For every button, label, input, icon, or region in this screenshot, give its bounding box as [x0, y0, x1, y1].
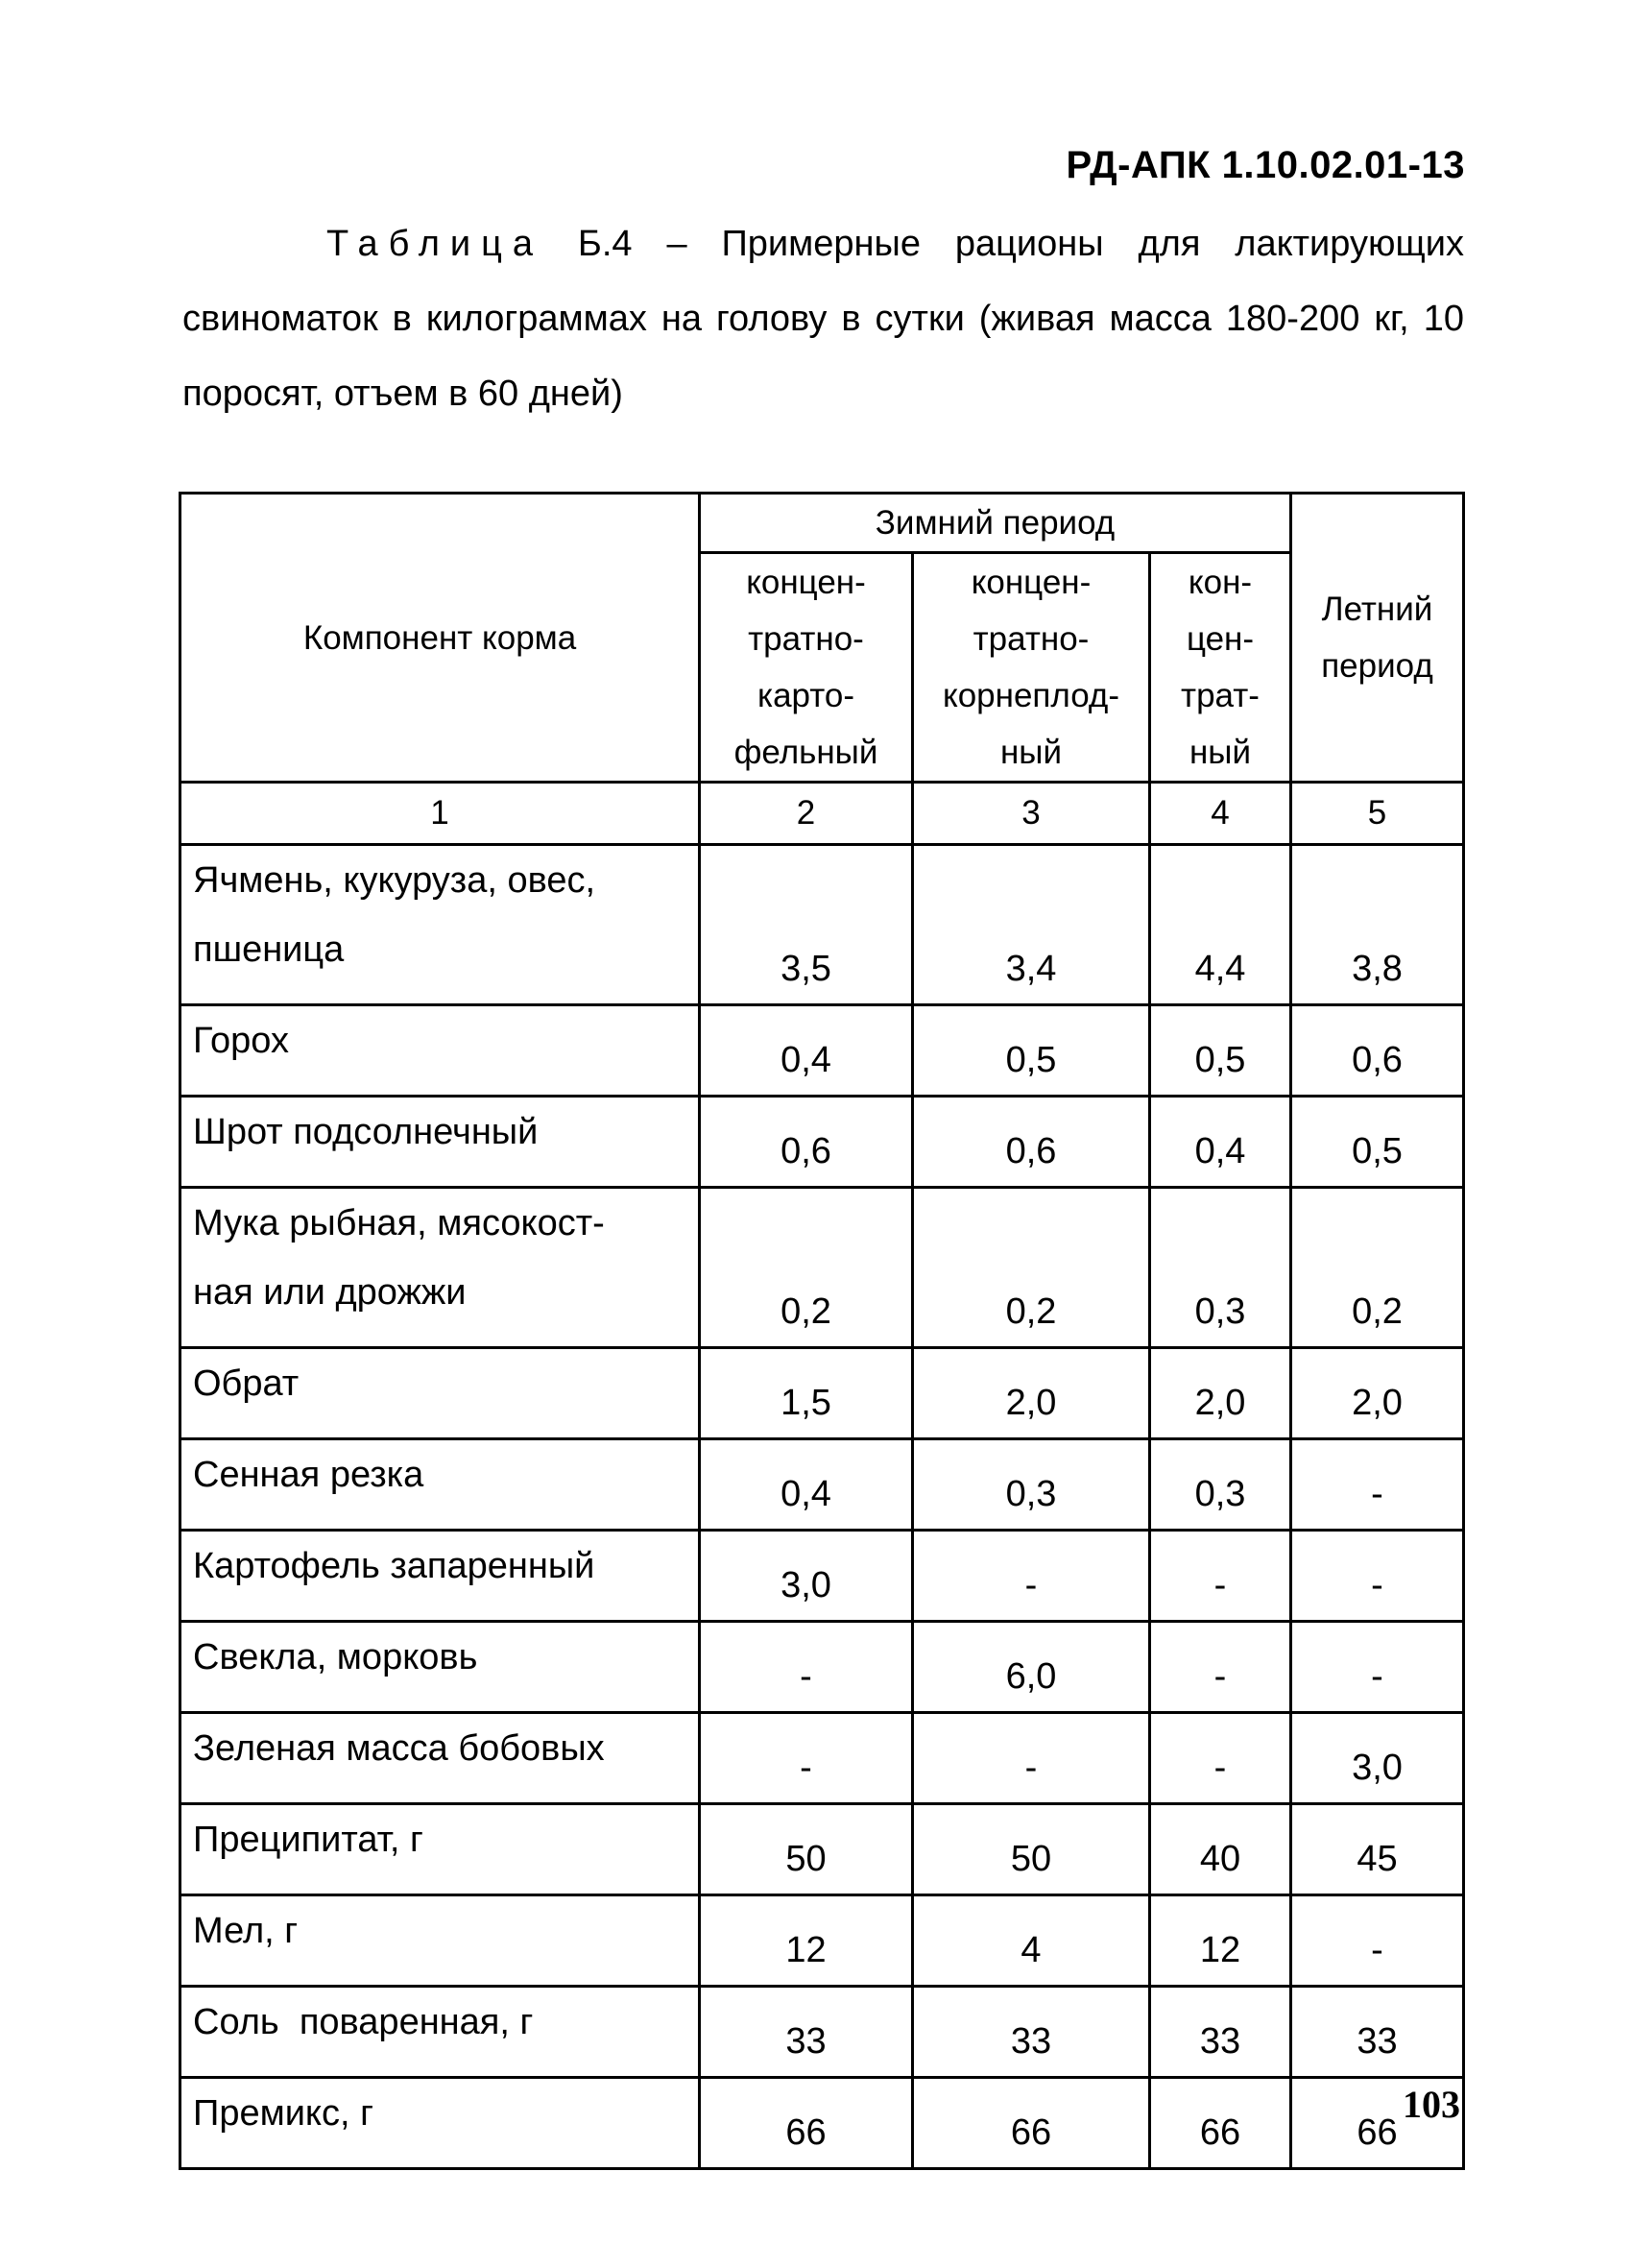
header-summer — [1291, 494, 1464, 783]
column-number: 4 — [1150, 783, 1291, 845]
cell-value: 1,5 — [700, 1348, 913, 1439]
cell-value: - — [1291, 1622, 1464, 1713]
header-col3-line: ный — [999, 734, 1063, 771]
cell-value: 3,0 — [700, 1531, 913, 1622]
column-number: 5 — [1291, 783, 1464, 845]
cell-value: 2,0 — [1291, 1348, 1464, 1439]
header-col2 — [700, 553, 913, 783]
cell-value: 2,0 — [913, 1348, 1150, 1439]
row-component: Горох — [180, 1005, 700, 1097]
header-col3-line: концен- — [971, 564, 1092, 601]
row-component — [180, 845, 700, 1005]
cell-value: 12 — [700, 1895, 913, 1987]
header-col4 — [1150, 553, 1291, 783]
cell-value: 0,2 — [913, 1188, 1150, 1348]
row-component-line: Мука рыбная, мясокост- — [193, 1203, 605, 1243]
header-col4-line: цен- — [1186, 620, 1255, 658]
table-header — [180, 494, 1464, 783]
caption-label: Таблица — [326, 224, 543, 264]
table-row — [180, 1005, 1464, 1097]
row-component-line: пшеница — [193, 929, 345, 970]
cell-value: 66 — [913, 2078, 1150, 2169]
cell-value: 33 — [913, 1987, 1150, 2078]
table-body — [180, 783, 1464, 2169]
cell-value: - — [1291, 1895, 1464, 1987]
cell-value: 4 — [913, 1895, 1150, 1987]
document-code: РД-АПК 1.10.02.01-13 — [1066, 144, 1465, 186]
row-component: Обрат — [180, 1348, 700, 1439]
header-col2-line: карто- — [756, 677, 854, 714]
row-component: Зеленая масса бобовых — [180, 1713, 700, 1804]
cell-value: - — [1291, 1439, 1464, 1531]
header-col3 — [913, 553, 1150, 783]
table-row — [180, 1895, 1464, 1987]
cell-value: 2,0 — [1150, 1348, 1291, 1439]
cell-value: - — [700, 1713, 913, 1804]
cell-value: 66 — [1291, 2078, 1464, 2169]
cell-value: 50 — [913, 1804, 1150, 1895]
cell-value: - — [1150, 1531, 1291, 1622]
cell-value: - — [913, 1713, 1150, 1804]
table-row — [180, 1804, 1464, 1895]
header-component: Компонент корма — [180, 494, 700, 783]
cell-value: 0,5 — [1291, 1097, 1464, 1188]
row-component: Картофель запаренный — [180, 1531, 700, 1622]
header-summer-line1: Летний — [1321, 591, 1433, 628]
table-row — [180, 1987, 1464, 2078]
cell-value: 66 — [1150, 2078, 1291, 2169]
row-component: Шрот подсолнечный — [180, 1097, 700, 1188]
cell-value: 0,6 — [913, 1097, 1150, 1188]
cell-value: 33 — [1150, 1987, 1291, 2078]
header-col4-line: трат- — [1181, 677, 1260, 714]
table-caption — [182, 206, 1464, 431]
row-component — [180, 1188, 700, 1348]
cell-value: 45 — [1291, 1804, 1464, 1895]
cell-value: 3,5 — [700, 845, 913, 1005]
table-row — [180, 1622, 1464, 1713]
cell-value: 0,3 — [1150, 1439, 1291, 1531]
header-col2-line: фельный — [733, 734, 878, 771]
header-col4-line: ный — [1189, 734, 1252, 771]
cell-value: 0,4 — [700, 1005, 913, 1097]
row-component-line: Ячмень, кукуруза, овес, — [193, 860, 596, 901]
cell-value: 0,4 — [700, 1439, 913, 1531]
column-number-row — [180, 783, 1464, 845]
cell-value: 0,2 — [1291, 1188, 1464, 1348]
header-col2-line: тратно- — [748, 620, 864, 658]
page-number: 103 — [1403, 2083, 1460, 2126]
header-col4-line: кон- — [1188, 564, 1253, 601]
cell-value: 33 — [1291, 1987, 1464, 2078]
header-col2-line: концен- — [746, 564, 866, 601]
cell-value: 0,3 — [913, 1439, 1150, 1531]
cell-value: 3,8 — [1291, 845, 1464, 1005]
cell-value: 3,0 — [1291, 1713, 1464, 1804]
cell-value: - — [1150, 1622, 1291, 1713]
header-col3-line: корнеплод- — [943, 677, 1119, 714]
cell-value: 0,5 — [1150, 1005, 1291, 1097]
cell-value: 0,5 — [913, 1005, 1150, 1097]
row-component: Преципитат, г — [180, 1804, 700, 1895]
row-component: Сенная резка — [180, 1439, 700, 1531]
header-col3-line: тратно- — [973, 620, 1090, 658]
column-number: 2 — [700, 783, 913, 845]
table-row — [180, 2078, 1464, 2169]
cell-value: 0,6 — [1291, 1005, 1464, 1097]
header-summer-line2: период — [1321, 647, 1433, 685]
cell-value: 0,6 — [700, 1097, 913, 1188]
cell-value: 66 — [700, 2078, 913, 2169]
row-component: Мел, г — [180, 1895, 700, 1987]
cell-value: 0,4 — [1150, 1097, 1291, 1188]
cell-value: - — [913, 1531, 1150, 1622]
row-component: Свекла, морковь — [180, 1622, 700, 1713]
table-row — [180, 1439, 1464, 1531]
cell-value: 50 — [700, 1804, 913, 1895]
cell-value: 12 — [1150, 1895, 1291, 1987]
table-row — [180, 1188, 1464, 1348]
row-component-line: ная или дрожжи — [193, 1272, 467, 1313]
cell-value: 0,2 — [700, 1188, 913, 1348]
cell-value: 40 — [1150, 1804, 1291, 1895]
column-number: 1 — [180, 783, 700, 845]
cell-value: - — [1291, 1531, 1464, 1622]
cell-value: 0,3 — [1150, 1188, 1291, 1348]
row-component: Премикс, г — [180, 2078, 700, 2169]
cell-value: 6,0 — [913, 1622, 1150, 1713]
cell-value: - — [1150, 1713, 1291, 1804]
column-number: 3 — [913, 783, 1150, 845]
table-row — [180, 1348, 1464, 1439]
table-row — [180, 1531, 1464, 1622]
header-winter: Зимний период — [700, 494, 1291, 553]
cell-value: 4,4 — [1150, 845, 1291, 1005]
table-row — [180, 845, 1464, 1005]
rations-table — [179, 492, 1465, 2170]
table-row — [180, 1097, 1464, 1188]
row-component: Соль поваренная, г — [180, 1987, 700, 2078]
cell-value: 3,4 — [913, 845, 1150, 1005]
cell-value: 33 — [700, 1987, 913, 2078]
cell-value: - — [700, 1622, 913, 1713]
caption-text: Б.4 – Примерные рационы для лактирующих свиноматок в килограммах на голову в сутки (живая масса 180-200 кг, 10 поросят, отъем в 60 дней) — [182, 224, 1464, 414]
table-row — [180, 1713, 1464, 1804]
